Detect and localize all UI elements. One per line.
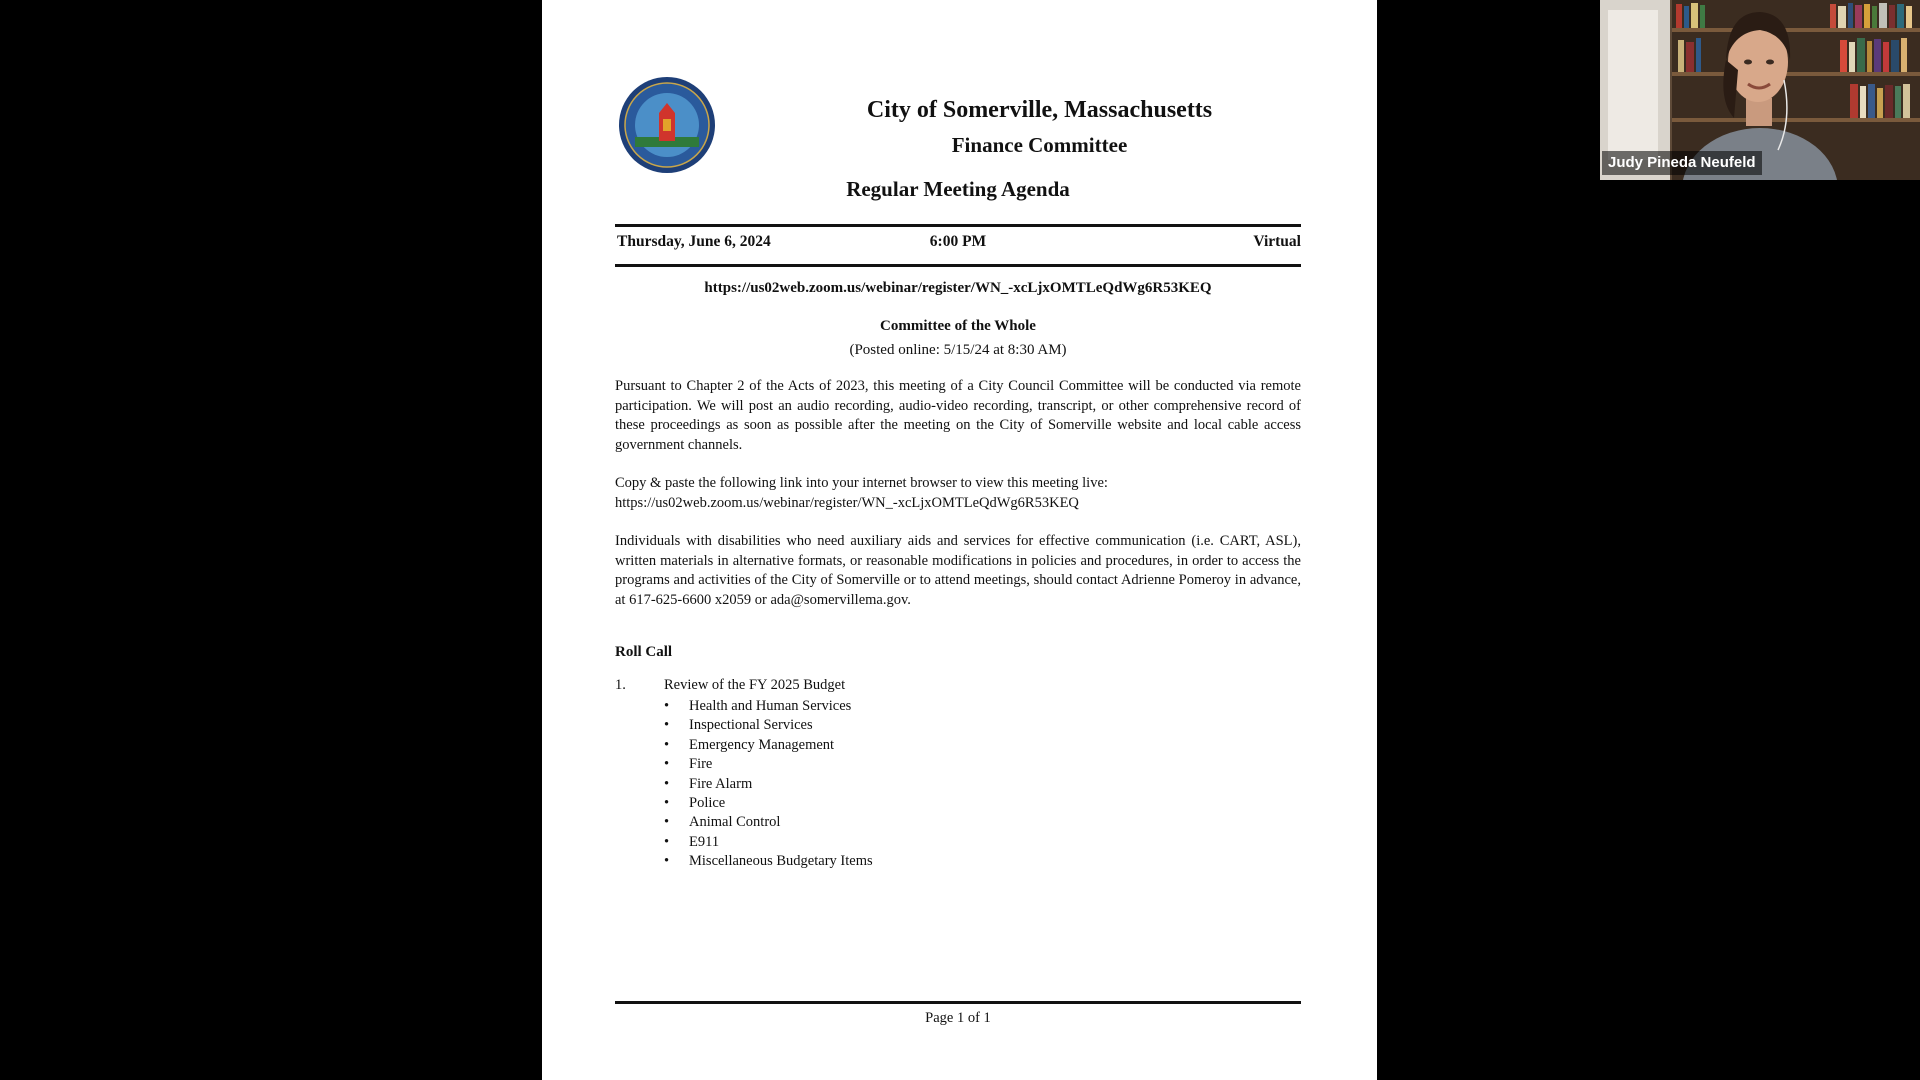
committee-of-whole: Committee of the Whole (880, 318, 1036, 334)
list-item: • Animal Control (664, 813, 873, 832)
agenda-item-number: 1. (615, 677, 626, 693)
list-item: • Miscellaneous Budgetary Items (664, 852, 873, 871)
list-item: • Inspectional Services (664, 716, 873, 735)
accessibility-paragraph: Individuals with disabilities who need auxiliary aids and services for effective communication (i.e. CART, ASL), written materials in alternative formats, or reasonable modifications in policies and procedures, in order to access the programs and activities of the City of Somerville or to attend meetings, should contact Adrienne Pomeroy in advance, at 617-625-6600 x2059 or ada@somervillema.gov. (615, 533, 1301, 608)
city-heading: City of Somerville, Massachusetts (866, 97, 1213, 123)
participant-name-label: Judy Pineda Neufeld (1602, 151, 1762, 175)
meeting-date: Thursday, June 6, 2024 (617, 233, 771, 250)
agenda-title: Regular Meeting Agenda (846, 177, 1070, 201)
remote-participation-paragraph: Pursuant to Chapter 2 of the Acts of 2023, this meeting of a City Council Committee will be conducted via remote participation. We will post an audio recording, audio-video recording, transcript, or other comprehensive record of these proceedings as soon as possible after the meeting on the City of Somerville website and local cable access government channels. (615, 378, 1301, 453)
list-item: • Fire Alarm (664, 775, 873, 794)
agenda-item-title: Review of the FY 2025 Budget (664, 677, 846, 693)
committee-heading: Finance Committee (951, 133, 1128, 157)
posted-date: (Posted online: 5/15/24 at 8:30 AM) (849, 342, 1067, 358)
view-live-link[interactable]: https://us02web.zoom.us/webinar/register/WN_-xcLjxOMTLeQdWg6R53KEQ (615, 494, 1079, 511)
shared-document (542, 0, 1377, 1080)
list-item: • Fire (664, 755, 873, 774)
header-rule-bottom (615, 264, 1301, 267)
footer-rule (615, 1001, 1301, 1004)
list-item: • Police (664, 794, 873, 813)
meeting-location: Virtual (1253, 233, 1301, 250)
view-live-instruction: Copy & paste the following link into your internet browser to view this meeting live: (615, 475, 1108, 491)
list-item: • E911 (664, 833, 873, 852)
header-rule-top (615, 224, 1301, 227)
list-item: • Health and Human Services (664, 697, 873, 716)
view-live-paragraph (615, 474, 1301, 513)
agenda-sub-items (664, 697, 873, 872)
roll-call-heading: Roll Call (615, 644, 673, 660)
list-item: • Emergency Management (664, 736, 873, 755)
meeting-meta (615, 233, 1301, 255)
meeting-time: 6:00 PM (929, 233, 987, 250)
page-number: Page 1 of 1 (925, 1010, 991, 1026)
registration-link[interactable]: https://us02web.zoom.us/webinar/register/WN_-xcLjxOMTLeQdWg6R53KEQ (704, 280, 1212, 296)
city-seal-logo (617, 75, 717, 175)
participant-video-tile[interactable] (1600, 0, 1920, 180)
